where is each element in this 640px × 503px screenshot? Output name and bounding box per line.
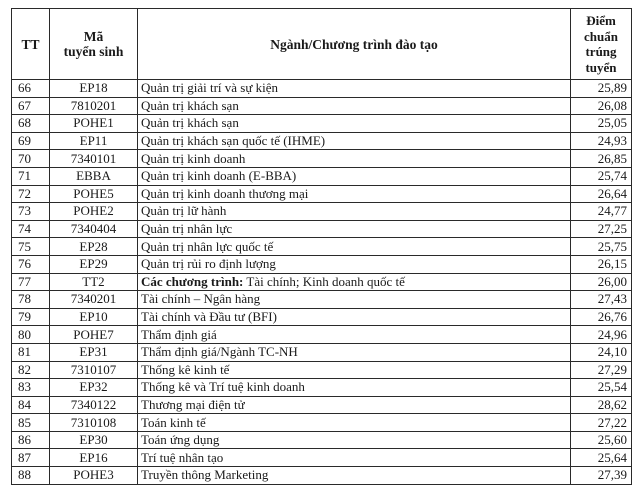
row-cutoff-score: 27,39 bbox=[571, 467, 632, 485]
row-tt: 85 bbox=[12, 414, 50, 432]
row-admission-code: 7340101 bbox=[50, 150, 138, 168]
row-tt: 80 bbox=[12, 326, 50, 344]
row-program-name bbox=[138, 273, 571, 291]
header-tt bbox=[12, 9, 50, 80]
row-admission-code: 7310108 bbox=[50, 414, 138, 432]
row-tt: 83 bbox=[12, 379, 50, 397]
row-admission-code: 7810201 bbox=[50, 97, 138, 115]
row-cutoff-score: 27,25 bbox=[571, 220, 632, 238]
row-admission-code: EBBA bbox=[50, 167, 138, 185]
row-admission-code: POHE3 bbox=[50, 467, 138, 485]
row-cutoff-score: 26,64 bbox=[571, 185, 632, 203]
row-program-label: Quản trị kinh doanh (E-BBA) bbox=[141, 168, 297, 184]
row-admission-code: EP28 bbox=[50, 238, 138, 256]
row-program-label: Toán kinh tế bbox=[141, 414, 206, 430]
row-program-label: Thống kê và Trí tuệ kinh doanh bbox=[141, 379, 305, 395]
row-admission-code: EP11 bbox=[50, 132, 138, 150]
table-row bbox=[12, 167, 632, 185]
header-admission-code-line2: tuyển sinh bbox=[63, 44, 124, 59]
row-admission-code: TT2 bbox=[50, 273, 138, 291]
row-tt: 68 bbox=[12, 115, 50, 133]
row-program-name bbox=[138, 220, 571, 238]
row-tt: 82 bbox=[12, 361, 50, 379]
row-admission-code: EP29 bbox=[50, 255, 138, 273]
row-admission-code: 7340122 bbox=[50, 396, 138, 414]
row-cutoff-score: 27,29 bbox=[571, 361, 632, 379]
table-row bbox=[12, 185, 632, 203]
row-tt: 73 bbox=[12, 203, 50, 221]
table-row bbox=[12, 361, 632, 379]
table-row bbox=[12, 255, 632, 273]
row-program-name bbox=[138, 203, 571, 221]
table-row bbox=[12, 291, 632, 309]
header-program-name-label: Ngành/Chương trình đào tạo bbox=[270, 36, 438, 52]
row-tt: 75 bbox=[12, 238, 50, 256]
row-program-prefix: Các chương trình: bbox=[141, 273, 244, 289]
table-header bbox=[12, 9, 632, 80]
table-row bbox=[12, 308, 632, 326]
row-tt: 66 bbox=[12, 80, 50, 98]
row-program-name bbox=[138, 185, 571, 203]
row-program-name bbox=[138, 361, 571, 379]
table-row bbox=[12, 150, 632, 168]
table-row bbox=[12, 80, 632, 98]
header-program-name bbox=[138, 9, 571, 80]
table-row bbox=[12, 449, 632, 467]
row-program-name bbox=[138, 115, 571, 133]
row-program-label: Tài chính và Đầu tư (BFI) bbox=[141, 309, 277, 325]
table-row bbox=[12, 431, 632, 449]
row-program-label: Thẩm định giá/Ngành TC-NH bbox=[141, 344, 298, 360]
table-row bbox=[12, 273, 632, 291]
header-cutoff-score-line4: tuyển bbox=[585, 59, 617, 75]
row-cutoff-score: 24,10 bbox=[571, 343, 632, 361]
row-program-label: Quản trị lữ hành bbox=[141, 203, 227, 219]
row-program-label: Toán ứng dụng bbox=[141, 432, 220, 448]
table-row bbox=[12, 396, 632, 414]
row-program-label: Quản trị kinh doanh thương mại bbox=[141, 185, 309, 201]
row-tt: 67 bbox=[12, 97, 50, 115]
row-admission-code: EP18 bbox=[50, 80, 138, 98]
header-row bbox=[12, 9, 632, 80]
row-program-label: Quản trị khách sạn bbox=[141, 115, 239, 131]
row-admission-code: EP10 bbox=[50, 308, 138, 326]
row-tt: 88 bbox=[12, 467, 50, 485]
admission-score-sheet bbox=[11, 8, 631, 485]
row-program-label: Thẩm định giá bbox=[141, 326, 217, 342]
table-row bbox=[12, 132, 632, 150]
row-admission-code: EP16 bbox=[50, 449, 138, 467]
row-cutoff-score: 25,89 bbox=[571, 80, 632, 98]
row-cutoff-score: 25,75 bbox=[571, 238, 632, 256]
header-cutoff-score bbox=[571, 9, 632, 80]
row-cutoff-score: 28,62 bbox=[571, 396, 632, 414]
row-cutoff-score: 25,54 bbox=[571, 379, 632, 397]
row-cutoff-score: 26,15 bbox=[571, 255, 632, 273]
header-cutoff-score-line3: trúng bbox=[585, 44, 617, 59]
row-tt: 79 bbox=[12, 308, 50, 326]
header-admission-code bbox=[50, 9, 138, 80]
header-cutoff-score-line2: chuẩn bbox=[584, 28, 618, 44]
table-row bbox=[12, 238, 632, 256]
row-admission-code: POHE5 bbox=[50, 185, 138, 203]
table-row bbox=[12, 203, 632, 221]
row-tt: 70 bbox=[12, 150, 50, 168]
row-program-name bbox=[138, 431, 571, 449]
row-program-name bbox=[138, 238, 571, 256]
row-program-label: Trí tuệ nhân tạo bbox=[141, 449, 224, 465]
row-tt: 71 bbox=[12, 167, 50, 185]
row-admission-code: POHE7 bbox=[50, 326, 138, 344]
row-admission-code: 7340201 bbox=[50, 291, 138, 309]
row-cutoff-score: 27,43 bbox=[571, 291, 632, 309]
row-tt: 74 bbox=[12, 220, 50, 238]
row-program-name bbox=[138, 449, 571, 467]
table-row bbox=[12, 343, 632, 361]
row-program-name bbox=[138, 291, 571, 309]
header-admission-code-line1: Mã bbox=[83, 29, 104, 44]
row-program-label: Tài chính – Ngân hàng bbox=[141, 291, 261, 307]
row-program-label: Quản trị khách sạn bbox=[141, 97, 239, 113]
row-admission-code: 7310107 bbox=[50, 361, 138, 379]
row-cutoff-score: 27,22 bbox=[571, 414, 632, 432]
row-cutoff-score: 26,08 bbox=[571, 97, 632, 115]
row-program-name bbox=[138, 97, 571, 115]
row-cutoff-score: 26,00 bbox=[571, 273, 632, 291]
row-cutoff-score: 26,76 bbox=[571, 308, 632, 326]
row-program-label: Quản trị rủi ro định lượng bbox=[141, 256, 276, 272]
row-program-name bbox=[138, 326, 571, 344]
row-admission-code: EP31 bbox=[50, 343, 138, 361]
row-program-label: Quản trị giải trí và sự kiện bbox=[141, 80, 279, 96]
row-program-name bbox=[138, 167, 571, 185]
row-tt: 77 bbox=[12, 273, 50, 291]
row-tt: 81 bbox=[12, 343, 50, 361]
row-program-label: Quản trị kinh doanh bbox=[141, 150, 246, 166]
row-program-label: Truyền thông Marketing bbox=[141, 467, 269, 483]
table-row bbox=[12, 220, 632, 238]
row-tt: 78 bbox=[12, 291, 50, 309]
row-program-label: Quản trị khách sạn quốc tế (IHME) bbox=[141, 133, 326, 149]
row-tt: 86 bbox=[12, 431, 50, 449]
row-program-name bbox=[138, 150, 571, 168]
table-row bbox=[12, 414, 632, 432]
row-cutoff-score: 25,74 bbox=[571, 167, 632, 185]
header-tt-label: TT bbox=[21, 36, 40, 52]
table-body bbox=[12, 80, 632, 485]
row-program-name bbox=[138, 132, 571, 150]
row-program-label: Thống kê kinh tế bbox=[141, 361, 230, 377]
row-program-name bbox=[138, 343, 571, 361]
row-program-label: Tài chính; Kinh doanh quốc tế bbox=[243, 273, 405, 289]
header-cutoff-score-line1: Điểm bbox=[586, 13, 616, 28]
row-tt: 84 bbox=[12, 396, 50, 414]
row-tt: 69 bbox=[12, 132, 50, 150]
row-program-name bbox=[138, 379, 571, 397]
row-program-name bbox=[138, 414, 571, 432]
row-admission-code: EP30 bbox=[50, 431, 138, 449]
table-row bbox=[12, 326, 632, 344]
row-cutoff-score: 24,77 bbox=[571, 203, 632, 221]
row-program-name bbox=[138, 467, 571, 485]
row-cutoff-score: 25,05 bbox=[571, 115, 632, 133]
table-row bbox=[12, 115, 632, 133]
row-admission-code: POHE2 bbox=[50, 203, 138, 221]
row-program-name bbox=[138, 80, 571, 98]
table-row bbox=[12, 97, 632, 115]
row-cutoff-score: 24,93 bbox=[571, 132, 632, 150]
row-cutoff-score: 25,64 bbox=[571, 449, 632, 467]
row-program-label: Quản trị nhân lực quốc tế bbox=[141, 238, 274, 254]
row-program-name bbox=[138, 308, 571, 326]
row-cutoff-score: 24,96 bbox=[571, 326, 632, 344]
row-tt: 72 bbox=[12, 185, 50, 203]
row-program-label: Quản trị nhân lực bbox=[141, 221, 233, 237]
table-row bbox=[12, 467, 632, 485]
row-admission-code: POHE1 bbox=[50, 115, 138, 133]
row-admission-code: EP32 bbox=[50, 379, 138, 397]
row-program-name bbox=[138, 396, 571, 414]
row-program-label: Thương mại điện tử bbox=[141, 396, 245, 412]
row-program-name bbox=[138, 255, 571, 273]
row-cutoff-score: 25,60 bbox=[571, 431, 632, 449]
row-cutoff-score: 26,85 bbox=[571, 150, 632, 168]
row-admission-code: 7340404 bbox=[50, 220, 138, 238]
admission-score-table bbox=[11, 8, 632, 485]
row-tt: 76 bbox=[12, 255, 50, 273]
row-tt: 87 bbox=[12, 449, 50, 467]
table-row bbox=[12, 379, 632, 397]
